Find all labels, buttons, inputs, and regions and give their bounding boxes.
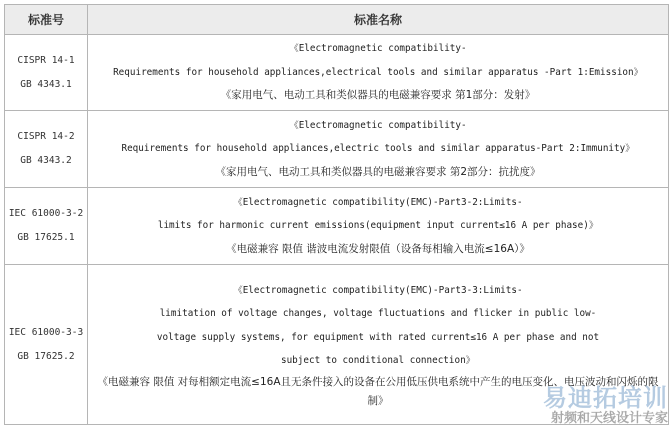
table-row: [5, 188, 669, 265]
standard-code-intl: IEC 61000-3-3: [8, 326, 84, 338]
standard-title-cell: [88, 265, 669, 425]
title-line-en: Requirements for household appliances,electrical tools and similar apparatus -Part 1:Emission》: [113, 66, 643, 78]
standard-code-cell: [5, 188, 88, 265]
standard-code-intl: IEC 61000-3-2: [8, 208, 84, 219]
title-line-en: limits for harmonic current emissions(equipment input current≤16 A per phase)》: [157, 220, 599, 232]
standard-code-gb: GB 17625.2: [17, 350, 75, 362]
standard-code-intl: CISPR 14-1: [17, 54, 75, 66]
standard-title-cell: [88, 111, 669, 188]
title-line-zh: 《电磁兼容 限值 谐波电流发射限值（设备每相输入电流≤16A）》: [226, 242, 530, 255]
standard-code-gb: GB 4343.1: [20, 78, 72, 90]
standard-code-cell: [5, 111, 88, 188]
standard-code-gb: GB 4343.2: [20, 155, 72, 166]
standard-title-cell: [88, 35, 669, 111]
table-header-row: [5, 5, 669, 35]
title-line-en: 《Electromagnetic compatibility(EMC)-Part3-2:Limits-: [233, 196, 523, 208]
title-line-en: subject to conditional connection》: [280, 355, 475, 366]
standard-code-intl: CISPR 14-2: [17, 131, 75, 142]
title-line-zh: 《家用电气、电动工具和类似器具的电磁兼容要求 第2部分：抗扰度》: [215, 165, 541, 178]
title-line-zh: 《电磁兼容 限值 对每相额定电流≤16A且无条件接入的设备在公用低压供电系统中产生的电压变化、电压波动和闪烁的限制》: [97, 375, 659, 407]
header-standard-name: 标准名称: [88, 5, 669, 35]
standard-code-cell: [5, 35, 88, 111]
title-line-en: Requirements for household appliances,electric tools and similar apparatus-Part 2:Immunity》: [121, 143, 635, 155]
header-standard-number: 标准号: [5, 5, 88, 35]
standard-code-gb: GB 17625.1: [17, 232, 75, 243]
title-line-en: limitation of voltage changes, voltage fluctuations and flicker in public low-: [159, 308, 597, 319]
table-row: [5, 265, 669, 425]
table-row: [5, 35, 669, 111]
title-line-en: voltage supply systems, for equipment with rated current≤16 A per phase and not: [156, 331, 600, 343]
watermark-tagline: 射频和天线设计专家: [550, 411, 668, 426]
table-row: [5, 111, 669, 188]
standard-title-cell: [88, 188, 669, 265]
title-line-en: 《Electromagnetic compatibility-: [289, 119, 467, 131]
title-line-en: 《Electromagnetic compatibility(EMC)-Part3-3:Limits-: [233, 284, 523, 296]
title-line-zh: 《家用电气、电动工具和类似器具的电磁兼容要求 第1部分：发射》: [220, 89, 536, 102]
watermark-brand: 易迪拓培训: [543, 384, 668, 412]
title-line-en: 《Electromagnetic compatibility-: [289, 43, 467, 55]
standards-table: [4, 4, 669, 425]
standard-code-cell: [5, 265, 88, 425]
